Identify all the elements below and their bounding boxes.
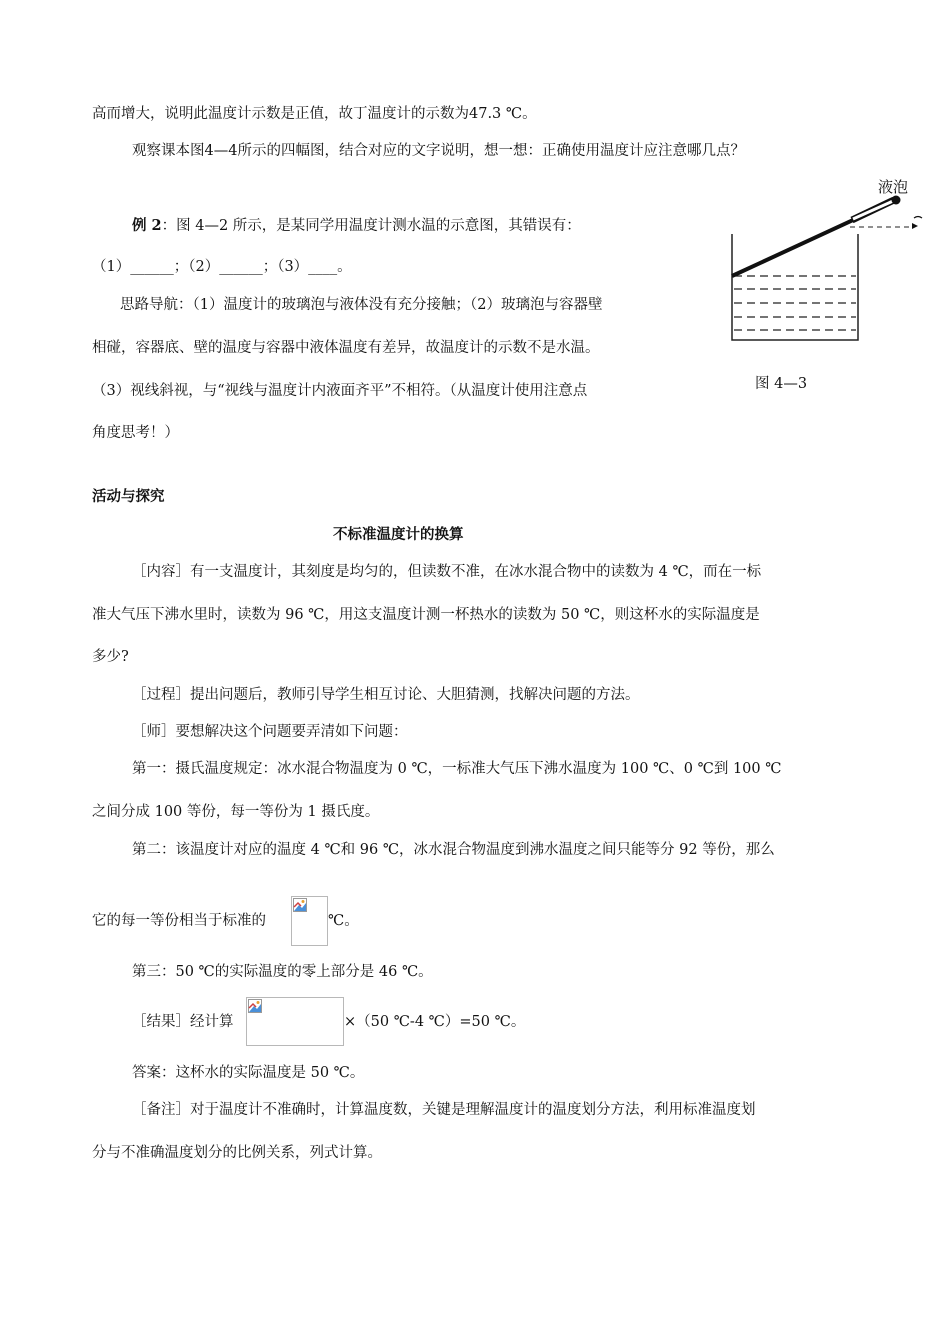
first-point: 第一：摄氏温度规定：冰水混合物温度为 0 ℃，一标准大气压下沸水温度为 100 ℃、0 ℃到 100 ℃	[132, 761, 782, 777]
thermometer-figure	[722, 172, 934, 372]
thermometer-diagram	[722, 172, 934, 372]
result-end: ×（50 ℃-4 ℃）=50 ℃。	[344, 1014, 526, 1030]
content-line: ［内容］有一支温度计，其刻度是均匀的，但读数不准，在冰水混合物中的读数为 4 ℃，而在一标	[132, 564, 762, 580]
example-text: ：图 4—2 所示，是某同学用温度计测水温的示意图，其错误有：	[161, 218, 581, 234]
example-label: 例 2	[132, 217, 162, 234]
figure-caption: 图 4—3	[755, 376, 808, 392]
third-point: 第三：50 ℃的实际温度的零上部分是 46 ℃。	[132, 964, 433, 980]
broken-image-icon	[248, 999, 262, 1013]
broken-image-icon	[293, 898, 307, 912]
note-line: ［备注］对于温度计不准确时，计算温度数，关键是理解温度计的温度划分方法，利用标准温度划	[132, 1102, 756, 1118]
content-line: 准大气压下沸水里时，读数为 96 ℃，用这支温度计测一杯热水的读数为 50 ℃，则这杯水的实际温度是	[92, 607, 760, 623]
hint-line: 相碰，容器底、壁的温度与容器中液体温度有差异，故温度计的示数不是水温。	[92, 340, 600, 356]
hint-line: 角度思考！）	[92, 425, 179, 441]
section-subtitle: 不标准温度计的换算	[333, 527, 464, 543]
first-point-cont: 之间分成 100 等份，每一等份为 1 摄氏度。	[92, 804, 380, 820]
answer-line: 答案：这杯水的实际温度是 50 ℃。	[132, 1065, 365, 1081]
hint-line: （3）视线斜视，与“视线与温度计内液面齐平”不相符。（从温度计使用注意点	[92, 383, 588, 399]
second-point-end: ℃。	[328, 913, 359, 929]
result-start: ［结果］经计算	[132, 1014, 234, 1030]
paragraph-line: 高而增大，说明此温度计示数是正值，故丁温度计的示数为47.3 ℃。	[92, 106, 537, 122]
section-heading: 活动与探究	[92, 489, 165, 505]
bulb-label: 液泡	[878, 178, 909, 196]
paragraph-line: 观察课本图4—4所示的四幅图，结合对应的文字说明，想一想：正确使用温度计应注意哪几点？	[132, 143, 745, 159]
second-point: 第二：该温度计对应的温度 4 ℃和 96 ℃，冰水混合物温度到沸水温度之间只能等分 92 等份，那么	[132, 842, 775, 858]
example-2-line	[132, 216, 581, 236]
formula-image-placeholder	[291, 896, 328, 946]
formula-image-placeholder	[246, 997, 344, 1046]
example-blanks: （1）______；（2）______；（3）____。	[92, 259, 352, 275]
note-line: 分与不准确温度划分的比例关系，列式计算。	[92, 1145, 382, 1161]
teacher-line: ［师］要想解决这个问题要弄清如下问题：	[132, 724, 408, 740]
process-line: ［过程］提出问题后，教师引导学生相互讨论、大胆猜测，找解决问题的方法。	[132, 687, 640, 703]
second-point-start: 它的每一等份相当于标准的	[92, 913, 266, 929]
hint-line: 思路导航：（1）温度计的玻璃泡与液体没有充分接触；（2）玻璃泡与容器壁	[120, 297, 603, 313]
content-line: 多少?	[92, 649, 129, 665]
